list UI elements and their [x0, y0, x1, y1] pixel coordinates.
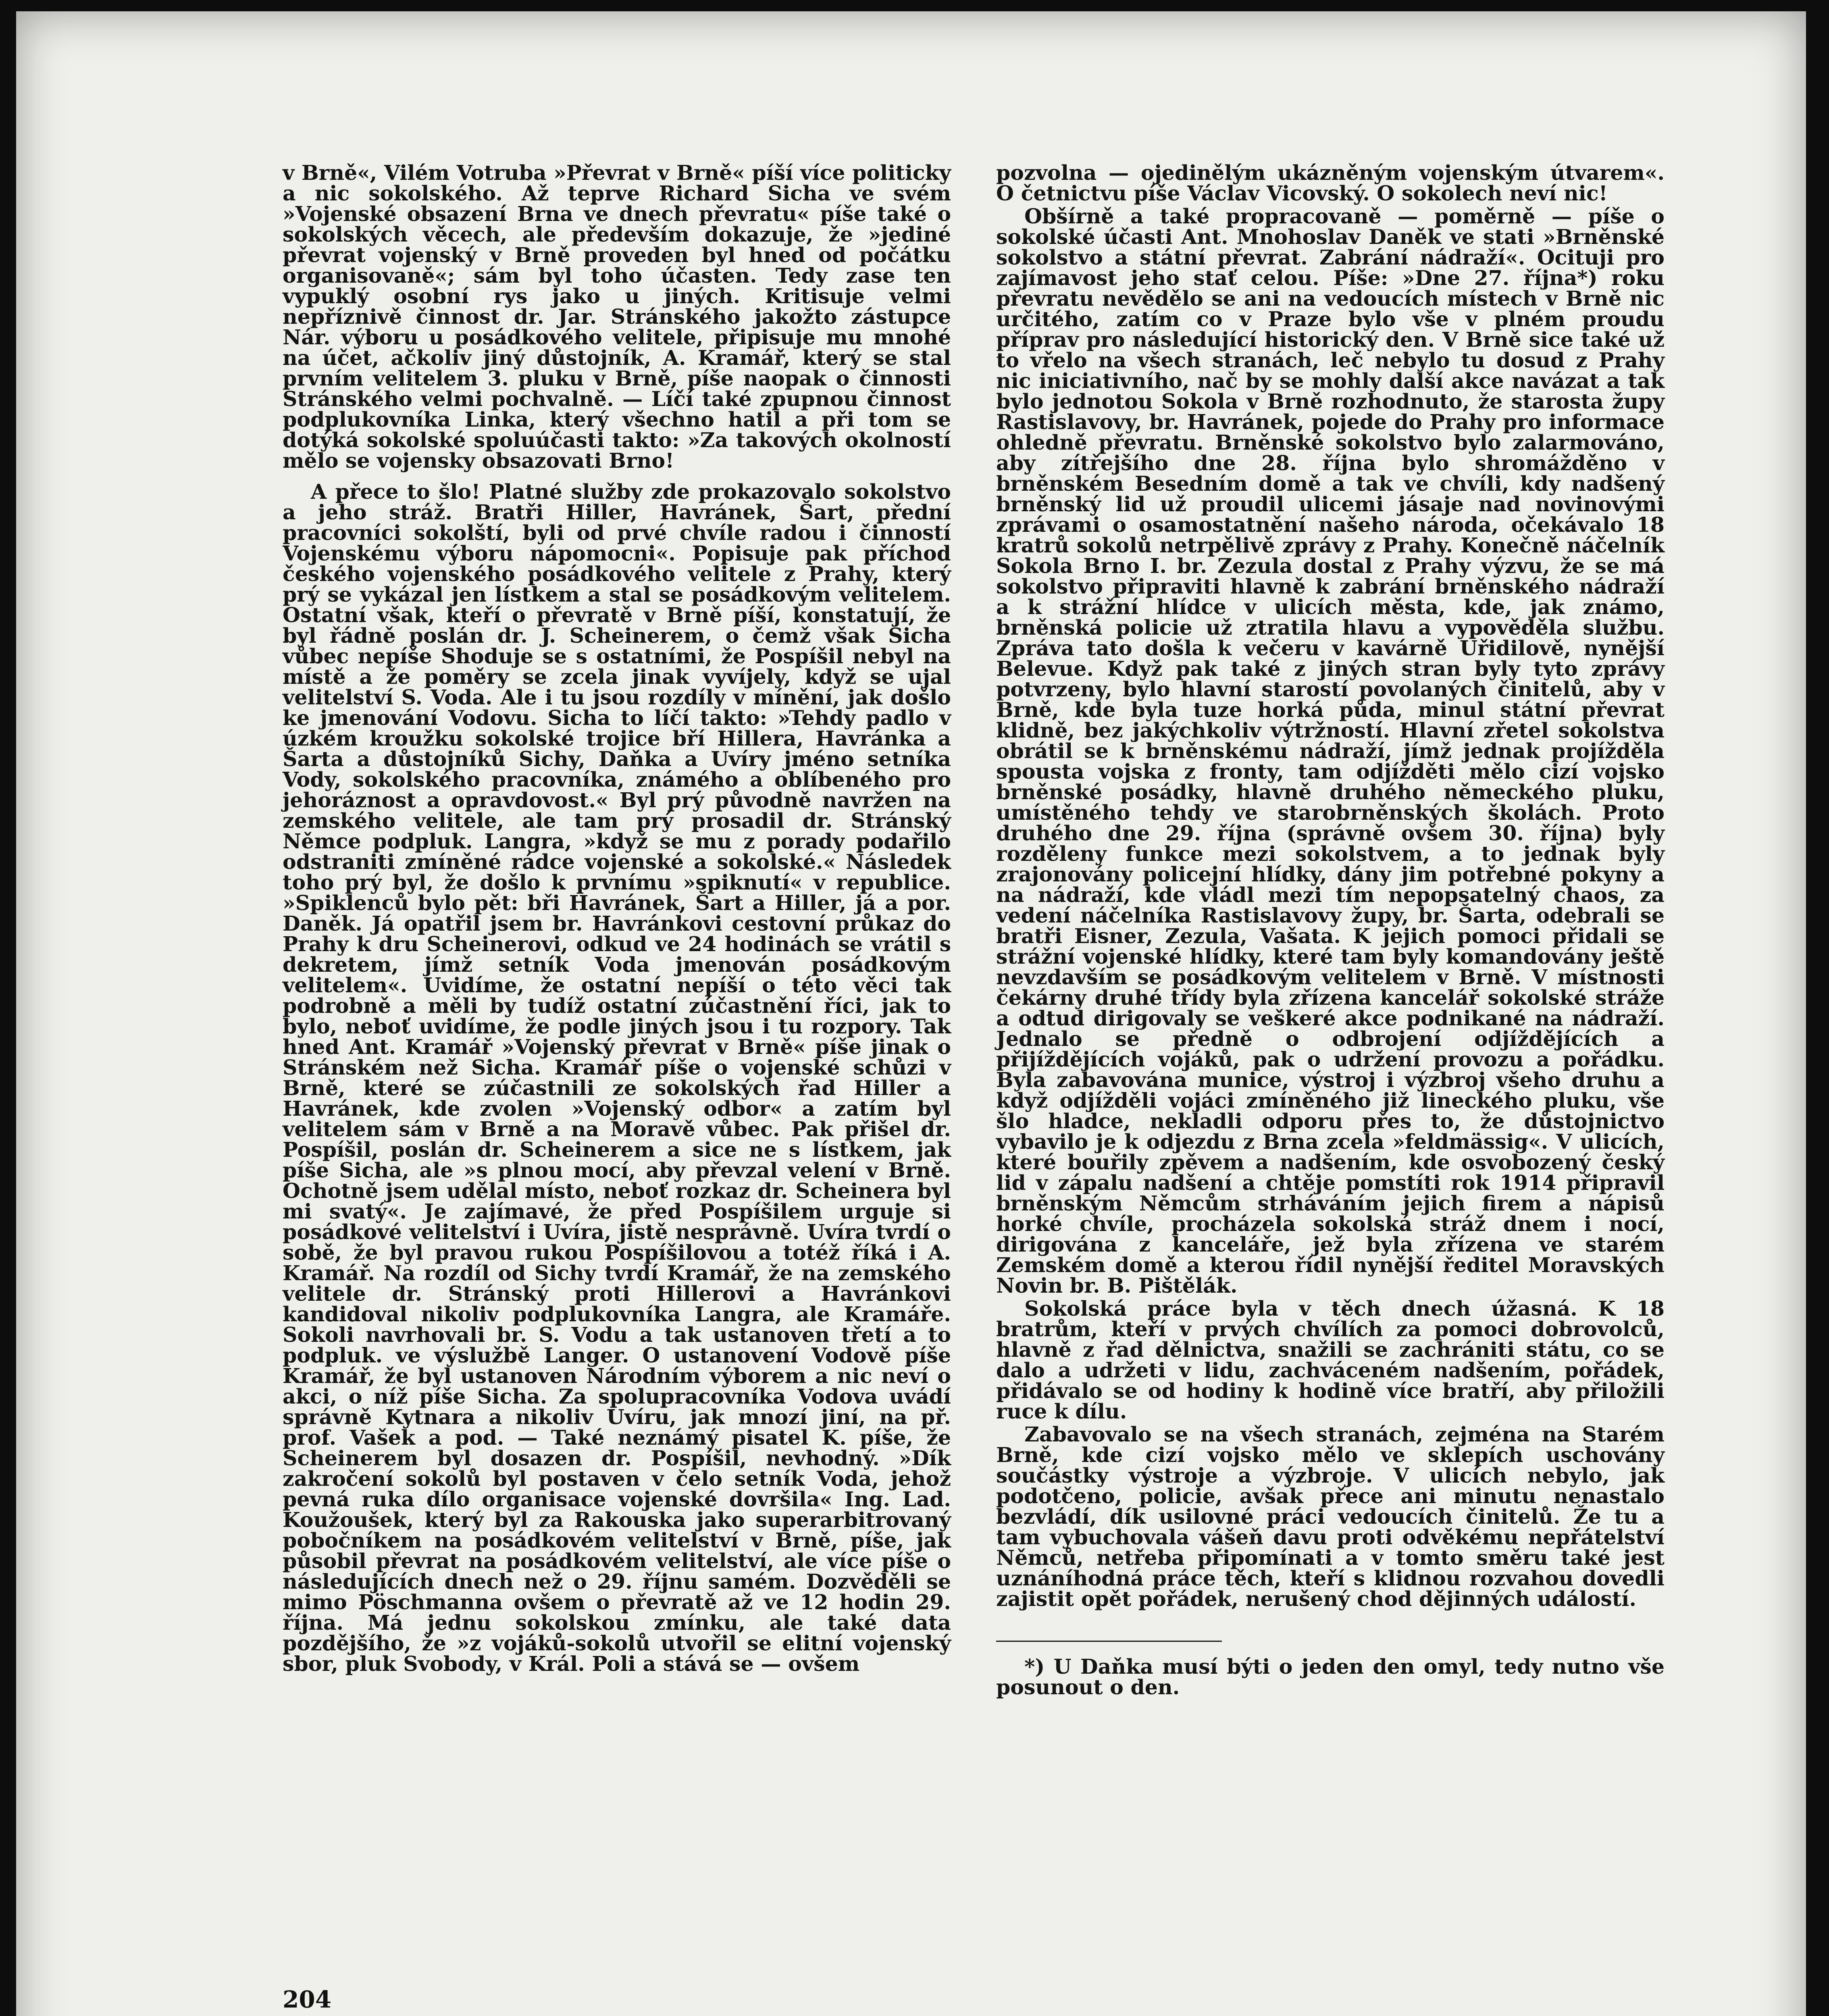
footnote-divider	[996, 1641, 1222, 1642]
paragraph: pozvolna — ojedinělým ukázněným vojenským útvarem«. O četnictvu píše Václav Vicovský. O sokolech neví nic!	[996, 161, 1665, 205]
paragraph: Sokolská práce byla v těch dnech úžasná. K 18 bratrům, kteří v prvých chvílích za pomoci dobrovolců, hlavně z řad dělnictva, snažili se zachrániti státu, co se dalo a udržeti v lidu, zachváceném nadšením, pořádek, přidávalo se od hodiny k hodině více bratří, aby přiložili ruce k dílu.	[996, 1297, 1665, 1423]
paragraph: Obšírně a také propracovaně — poměrně — píše o sokolské účasti Ant. Mnohoslav Daněk ve stati »Brněnské sokolstvo a státní převrat. Zabrání nádraží«. Ocituji pro zajímavost jeho stať celou. Píše: »Dne 27. října*) roku převratu nevědělo se ani na vedoucích místech v Brně nic určitého, zatím co v Praze bylo vše v plném proudu příprav pro následující historický den. V Brně sice také už to vřelo na všech stranách, leč nebylo tu dosud z Prahy nic iniciativního, nač by se mohly další akce navázat a tak bylo jednotou Sokola v Brně rozhodnuto, že starosta župy Rastislavovy, br. Havránek, pojede do Prahy pro informace ohledně převratu. Brněnské sokolstvo bylo zalarmováno, aby zítřejšího dne 28. října bylo shromážděno v brněnském Besedním domě a tak ve chvíli, kdy nadšený brněnský lid už proudil ulicemi jásaje nad novinovými zprávami o osamostatnění našeho národa, očekávalo 18 kratrů sokolů netrpělivě zprávy z Prahy. Konečně náčelník Sokola Brno I. br. Zezula dostal z Prahy výzvu, že se má sokolstvo připraviti hlavně k zabrání brněnského nádraží a k strážní hlídce v ulicích města, kde, jak známo, brněnská policie už ztratila hlavu a vypověděla službu. Zpráva tato došla k večeru v kavárně Uřidilově, nynější Belevue. Když pak také z jiných stran byly tyto zprávy potvrzeny, bylo hlavní starostí povolaných činitelů, aby v Brně, kde byla tuze horká půda, minul státní převrat klidně, bez jakýchkoliv výtržností. Hlavní zřetel sokolstva obrátil se k brněnskému nádraží, jímž jednak projížděla spousta vojska z fronty, tam odjížděti mělo cizí vojsko brněnské posádky, hlavně druhého německého pluku, umístěného tehdy ve starobrněnských školách. Proto druhého dne 29. října (správně ovšem 30. října) byly rozděleny funkce mezi sokolstvem, a to jednak byly zrajonovány policejní hlídky, dány jim potřebné pokyny a na nádraží, kde vládl mezi tím nepopsatelný chaos, za vedení náčelníka Rastislavovy župy, br. Šarta, odebrali se bratři Eisner, Zezula, Vašata. K jejich pomoci přidali se strážní vojenské hlídky, které tam byly komandovány ještě nevzdavším se posádkovým velitelem v Brně. V místnosti čekárny druhé třídy byla zřízena kancelář sokolské stráže a odtud dirigovaly se veškeré akce podnikané na nádraží. Jednalo se předně o odbrojení odjíždějících a přijíždějících vojáků, pak o udržení provozu a pořádku. Byla zabavována munice, výstroj i výzbroj všeho druhu a když odjížděli vojáci zmíněného již lineckého pluku, vše šlo hladce, nekladli odporu přes to, že důstojnictvo vybavilo je k odjezdu z Brna zcela »feldmässig«. V ulicích, které bouřily zpěvem a nadšením, kde osvobozený český lid v zápalu nadšení a chtěje pomstíti rok 1914 připravil brněnským Němcům strháváním jejich firem a nápisů horké chvíle, procházela sokolská stráž dnem i nocí, dirigována z kanceláře, jež byla zřízena ve starém Zemském domě a kterou řídil nynější ředitel Moravských Novin br. B. Pištělák.	[996, 204, 1665, 1297]
book-page	[16, 11, 1806, 2016]
paragraph: Zabavovalo se na všech stranách, zejména na Starém Brně, kde cizí vojsko mělo ve sklepích uschovány součástky výstroje a výzbroje. V ulicích nebylo, jak podotčeno, policie, avšak přece ani minutu nenastalo bezvládí, dík usilovné práci vedoucích činitelů. Že tu a tam vybuchovala vášeň davu proti odvěkému nepřátelství Němců, netřeba připomínati a v tomto směru také jest uznáníhodná práce těch, kteří s klidnou rozvahou dovedli zajistit opět pořádek, nerušený chod dějinných událostí.	[996, 1422, 1665, 1611]
left-text-column	[283, 162, 951, 1677]
page-number: 204	[283, 1986, 332, 2013]
footnote: *) U Daňka musí býti o jeden den omyl, tedy nutno vše posunout o den.	[996, 1655, 1665, 1699]
paragraph: A přece to šlo! Platné služby zde prokazovalo sokolstvo a jeho stráž. Bratři Hiller, Havránek, Šart, přední pracovníci sokolští, byli od prvé chvíle radou i činností Vojenskému výboru nápomocni«. Popisuje pak příchod českého vojenského posádkového velitele z Prahy, který prý se vykázal jen lístkem a stal se posádkovým velitelem. Ostatní však, kteří o převratě v Brně píší, konstatují, že byl řádně poslán dr. J. Scheinerem, o čemž však Sicha vůbec nepíše Shoduje se s ostatními, že Pospíšil nebyl na místě a že poměry se zcela jinak vyvíjely, když se ujal velitelství S. Voda. Ale i tu jsou rozdíly v mínění, jak došlo ke jmenování Vodovu. Sicha to líčí takto: »Tehdy padlo v úzkém kroužku sokolské trojice bří Hillera, Havránka a Šarta a důstojníků Sichy, Daňka a Uvíry jméno setníka Vody, sokolského pracovníka, známého a oblíbeného pro jehoráznost a opravdovost.« Byl prý původně navržen na zemského velitele, ale tam prý prosadil dr. Stránský Němce podpluk. Langra, »když se mu z porady podařilo odstraniti zmíněné rádce vojenské a sokolské.« Následek toho prý byl, že došlo k prvnímu »spiknutí« v republice. »Spiklenců bylo pět: bři Havránek, Šart a Hiller, já a por. Daněk. Já opatřil jsem br. Havránkovi cestovní průkaz do Prahy k dru Scheinerovi, odkud ve 24 hodinách se vrátil s dekretem, jímž setník Voda jmenován posádkovým velitelem«. Uvidíme, že ostatní nepíší o této věci tak podrobně a měli by tudíž ostatní zúčastnění říci, jak to bylo, neboť uvidíme, že podle jiných jsou i tu rozpory. Tak hned Ant. Kramář »Vojenský převrat v Brně« píše jinak o Stránském než Sicha. Kramář píše o vojenské schůzi v Brně, které se zúčastnili ze sokolských řad Hiller a Havránek, kde zvolen »Vojenský odbor« a zatím byl velitelem sám v Brně a na Moravě vůbec. Pak přišel dr. Pospíšil, poslán dr. Scheinerem a sice ne s lístkem, jak píše Sicha, ale »s plnou mocí, aby převzal velení v Brně. Ochotně jsem udělal místo, neboť rozkaz dr. Scheinera byl mi svatý«. Je zajímavé, že před Pospíšilem urguje si posádkové velitelství i Uvíra, jistě nesprávně. Uvíra tvrdí o sobě, že byl pravou rukou Pospíšilovou a totéž říká i A. Kramář. Na rozdíl od Sichy tvrdí Kramář, že na zemského velitele dr. Stránský proti Hillerovi a Havránkovi kandidoval nikoliv podplukovníka Langra, ale Kramáře. Sokoli navrhovali br. S. Vodu a tak ustanoven třetí a to podpluk. ve výslužbě Langer. O ustanovení Vodově píše Kramář, že byl ustanoven Národním výborem a nic neví o akci, o níž píše Sicha. Za spolupracovníka Vodova uvádí správně Kytnara a nikoliv Uvíru, jak mnozí jiní, na př. prof. Vašek a pod. — Také neznámý pisatel K. píše, že Scheinerem byl dosazen dr. Pospíšil, nevhodný. »Dík zakročení sokolů byl postaven v čelo setník Voda, jehož pevná ruka dílo organisace vojenské dovršila« Ing. Lad. Koužoušek, který byl za Rakouska jako superarbitrovaný pobočníkem na posádkovém velitelství v Brně, píše, jak působil převrat na posádkovém velitelství, ale více píše o následujících dnech než o 29. říjnu samém. Dozvěděli se mimo Pöschmanna ovšem o převratě až ve 12 hodin 29. října. Má jednu sokolskou zmínku, ale také data pozdějšího, že »z vojáků-sokolů utvořil se elitní vojenský sbor, pluk Svobody, v Král. Poli a stává se — ovšem	[283, 480, 951, 1676]
right-text-column	[996, 162, 1665, 1700]
paragraph: v Brně«, Vilém Votruba »Převrat v Brně« píší více politicky a nic sokolského. Až teprve Richard Sicha ve svém »Vojenské obsazení Brna ve dnech převratu« píše také o sokolských věcech, ale především dokazuje, že »jediné převrat vojenský v Brně proveden byl hned od počátku organisovaně«; sám byl toho účasten. Tedy zase ten vypuklý osobní rys jako u jiných. Kritisuje velmi nepříznivě činnost dr. Jar. Stránského jakožto zástupce Nár. výboru u posádkového velitele, připisuje mu mnohé na účet, ačkoliv jiný důstojník, A. Kramář, který se stal prvním velitelem 3. pluku v Brně, píše naopak o činnosti Stránského velmi pochvalně. — Líčí také zpupnou činnost podplukovníka Linka, který všechno hatil a při tom se dotýká sokolské spoluúčasti takto: »Za takových okolností mělo se vojensky obsazovati Brno!	[283, 161, 951, 473]
